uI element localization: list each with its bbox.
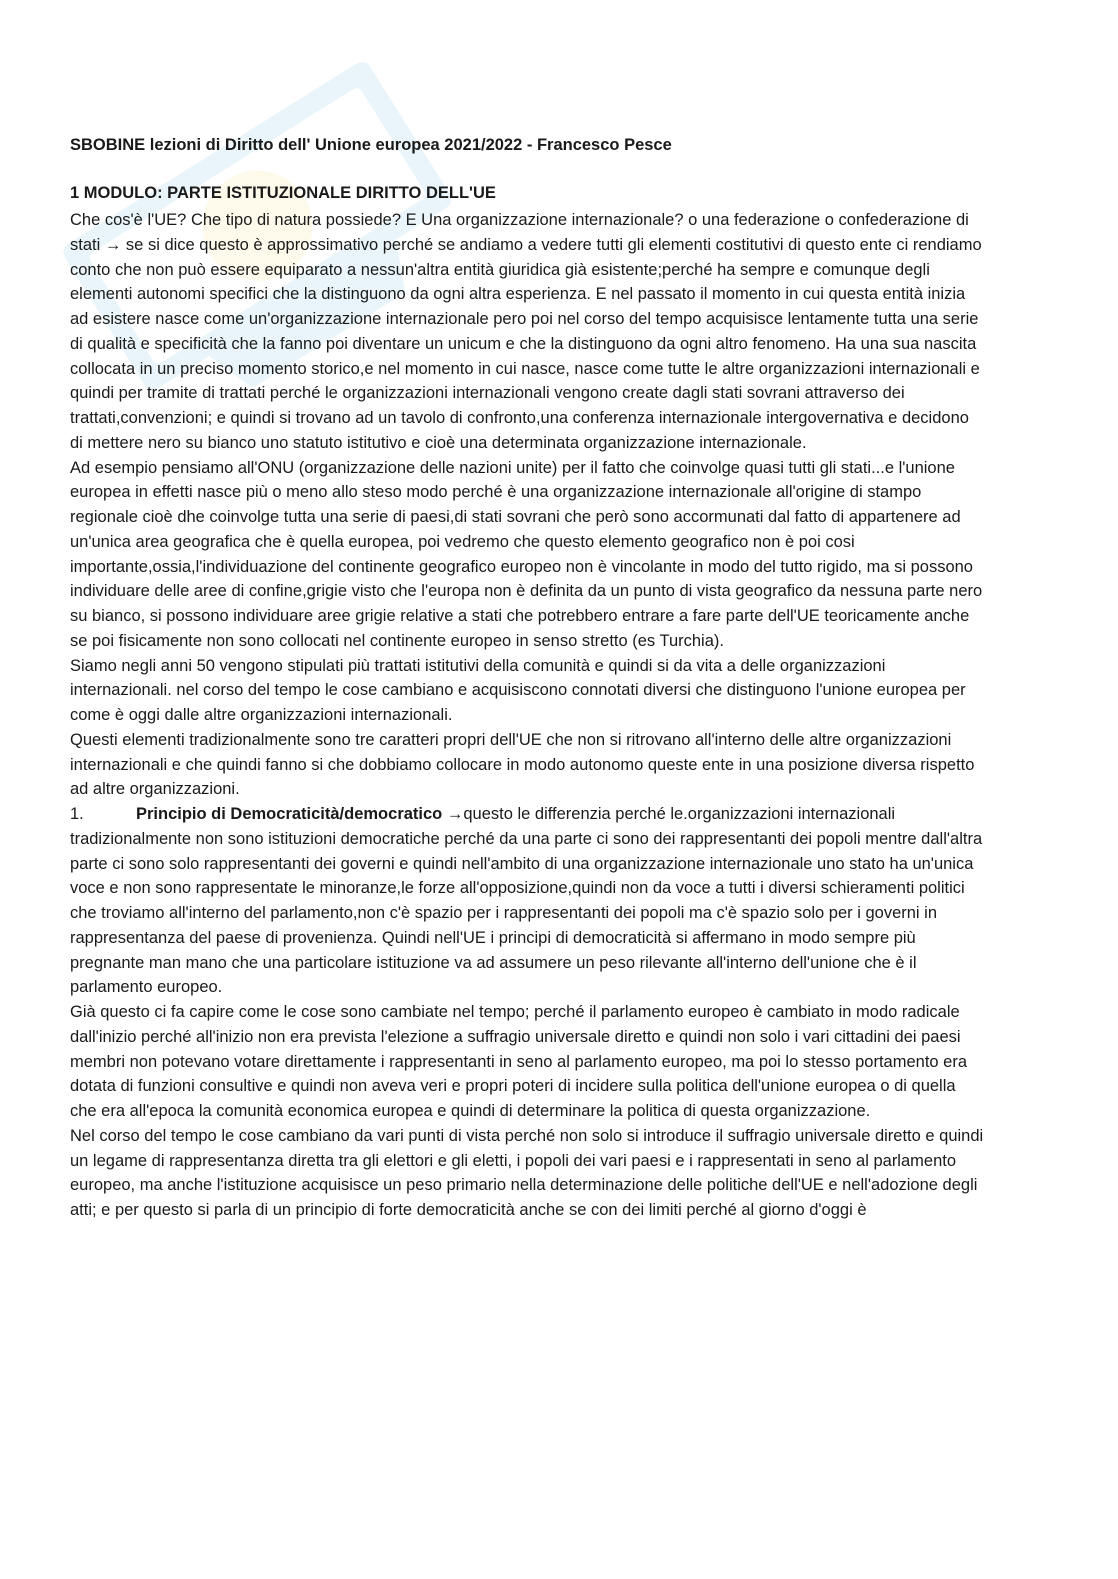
paragraph: Siamo negli anni 50 vengono stipulati più trattati istitutivi della comunità e quindi si da vita a delle organizzazioni internazionali. nel corso del tempo le cose cambiano e acquisiscono connotati diversi che distinguono l'unione europea per come è oggi dalle altre organizzazioni internazionali. — [70, 656, 966, 724]
paragraph: Già questo ci fa capire come le cose sono cambiate nel tempo; perché il parlamento europeo è cambiato in modo radicale dall'inizio perché all'inizio non era prevista l'elezione a suffragio universale diretto e quindi non solo i vari cittadini dei paesi membri non potevano votare direttamente i rappresentanti in seno al parlamento europeo, ma poi lo stesso portamento era dotata di funzioni consultive e quindi non aveva veri e propri poteri di incidere sulla politica dell'unione europea o di quella che era all'epoca la comunità economica europea e quindi di determinare la politica di questa organizzazione. — [70, 1003, 968, 1120]
paragraph: Che cos'è l'UE? Che tipo di natura possiede? E Una organizzazione internazionale? o una federazione o confederazione di stati → se si dice questo è approssimativo perché se andiamo a vedere tutti gli elementi costitutivi di questo ente ci rendiamo conto che non può essere equiparato a nessun'altra entità giuridica già esistente;perché ha sempre e comunque degli elementi autonomi specifici che la distinguono da ogni altra esperienza. E nel passato il momento in cui questa entità inizia ad esistere nasce come un'organizzazione internazionale pero poi nel corso del tempo acquisisce lentamente tutta una serie di qualità e specificità che la fanno poi diventare un unicum e che la distinguono da ogni altro fenomeno. Ha una sua nascita collocata in un preciso momento storico,e nel momento in cui nasce, nasce come tutte le altre organizzazioni internazionali e quindi per tramite di trattati perché le organizzazioni internazionali vengono create dagli stati sovrani attraverso dei trattati,convenzioni; e quindi si trovano ad un tavolo di confronto,una conferenza internazionale intergovernativa e decidono di mettere nero su bianco uno statuto istitutivo e cioè una determinata organizzazione internazionale. — [70, 211, 982, 452]
paragraph: Nel corso del tempo le cose cambiano da vari punti di vista perché non solo si introduce il suffragio universale diretto e quindi un legame di rappresentanza diretta tra gli elettori e gli eletti, i popoli dei vari paesi e i rappresentati in seno al parlamento europeo, ma anche l'istituzione acquisisce un peso primario nella determinazione delle politiche dell'UE e nell'adozione degli atti; e per questo si parla di un principio di forte democraticità anche se con dei limiti perché al giorno d'oggi è — [70, 1126, 984, 1219]
list-item-text: →questo le differenzia perché le.organizzazioni internazionali tradizionalmente non sono istituzioni democratiche perché da una parte ci sono dei rappresentanti dei popoli mentre dall'altra parte ci sono solo rappresentanti dei governi e quindi nell'ambito di una organizzazione internazionale uno stato ha un'unica voce e non sono rappresentate le minoranze,le forze all'opposizione,quindi non da voce a tutti i diversi schieramenti politici che troviamo all'interno del parlamento,non c'è spazio per i rappresentanti dei popoli ma c'è spazio solo per i governi in rappresentanza del paese di provenienza. Quindi nell'UE i principi di democraticità si affermano in modo sempre più pregnante man mano che una particolare istituzione va ad assumere un peso rilevante all'interno dell'unione che è il parlamento europeo. — [70, 805, 983, 997]
section-heading: 1 MODULO: PARTE ISTITUZIONALE DIRITTO DELL'UE — [70, 184, 496, 202]
numbered-list-item — [70, 802, 985, 1000]
body-text — [70, 208, 985, 1223]
list-item-number: 1. — [70, 805, 84, 823]
paragraph: Questi elementi tradizionalmente sono tre caratteri propri dell'UE che non si ritrovano all'interno delle altre organizzazioni internazionali e che quindi fanno si che dobbiamo collocare in modo autonomo queste ente in una posizione diversa rispetto ad altre organizzazioni. — [70, 730, 975, 799]
document-title: SBOBINE lezioni di Diritto dell' Unione europea 2021/2022 - Francesco Pesce — [70, 136, 672, 154]
list-item-heading: Principio di Democraticità/democratico — [136, 805, 443, 823]
paragraph: Ad esempio pensiamo all'ONU (organizzazione delle nazioni unite) per il fatto che coinvolge quasi tutti gli stati...e l'unione europea in effetti nasce più o meno allo steso modo perché è una organizzazione internazionale all'origine di stampo regionale cioè dhe coinvolge tutta una serie di paesi,di stati sovrani che però sono accormunati dal fatto di appartenere ad un'unica area geografica che è quella europea, poi vedremo che questo elemento geografico non è poi cosi importante,ossia,l'individuazione del continente geografico europeo non è vincolante in modo del tutto rigido, ma si possono individuare delle aree di confine,grigie visto che l'europa non è definita da un punto di vista geografico da nessuna parte nero su bianco, si possono individuare aree grigie relative a stati che potrebbero entrare a fare parte dell'UE teoricamente anche se poi fisicamente non sono collocati nel continente europeo in senso stretto (es Turchia). — [70, 458, 983, 650]
